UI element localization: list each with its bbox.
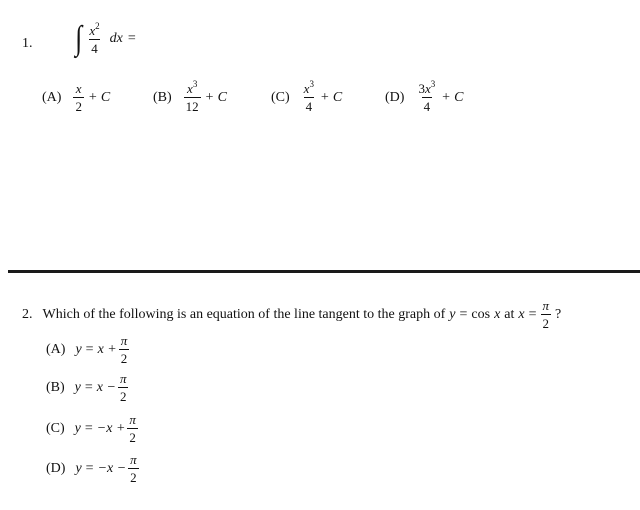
integrand-fraction: $\frac{x^2}{4}$ [89,20,100,56]
q1-option-b[interactable] [153,79,227,114]
option-expr: −x − [97,460,127,476]
option-lhs: y [74,379,81,395]
question-1-number: 1. [22,36,33,51]
q2-option-b[interactable] [46,372,130,403]
option-label: (D) [385,89,405,105]
option-eq: = [85,341,94,357]
option-tail: + C [204,89,227,105]
option-label: (D) [46,460,66,476]
option-fraction: $\frac{x^3}{4}$ [303,79,314,114]
q2-option-d[interactable] [46,453,141,484]
q2-y-var: y [449,306,456,322]
question-2-text: Which of the following is an equation of the line tangent to the graph of [42,306,446,322]
integral-symbol: ∫ [75,20,83,57]
option-fraction: $\frac{x^3}{12}$ [185,79,199,114]
option-eq: = [84,379,93,395]
question-1-prompt [74,22,136,56]
q2-func: cos [471,306,491,322]
option-label: (B) [46,379,65,395]
q2-option-c[interactable] [46,413,140,444]
option-pi-fraction: $\frac{\pi}{2}$ [129,412,136,445]
option-expr: −x + [96,420,126,436]
option-lhs: y [75,341,82,357]
equals-sign: = [127,31,136,46]
option-label: (A) [46,341,66,357]
q2-x-var: x [494,306,501,322]
question-2-prompt [22,299,561,330]
q2-at: at [504,306,515,322]
option-eq: = [84,420,93,436]
section-divider [8,270,640,273]
option-label: (B) [153,89,172,105]
option-label: (C) [46,420,65,436]
q2-qmark: ? [555,306,562,322]
option-tail: + C [441,89,464,105]
question-2-number: 2. [22,306,33,322]
option-eq: = [85,460,94,476]
option-pi-fraction: $\frac{\pi}{2}$ [119,371,127,404]
q2-equals-2: = [528,306,537,322]
q1-option-c[interactable] [271,79,343,114]
option-fraction: $\frac{3x^3}{4}$ [418,79,436,114]
option-label: (C) [271,89,290,105]
option-tail: + C [87,89,111,105]
q1-option-d[interactable] [385,79,464,114]
option-pi-fraction: $\frac{\pi}{2}$ [120,333,128,366]
option-lhs: y [75,460,82,476]
q2-pi-over-2: $\frac{\pi}{2}$ [542,298,550,331]
dx-text: dx [109,31,123,46]
q2-x-var-2: x [518,306,525,322]
q1-option-a[interactable] [42,82,110,113]
q2-option-a[interactable] [46,334,131,365]
option-tail: + C [319,89,343,105]
option-lhs: y [74,420,81,436]
option-fraction: $\frac{x}{2}$ [75,81,82,114]
option-label: (A) [42,89,62,105]
option-expr: x − [96,379,116,395]
q2-equals: = [459,306,468,322]
option-pi-fraction: $\frac{\pi}{2}$ [130,452,137,485]
option-expr: x + [97,341,117,357]
